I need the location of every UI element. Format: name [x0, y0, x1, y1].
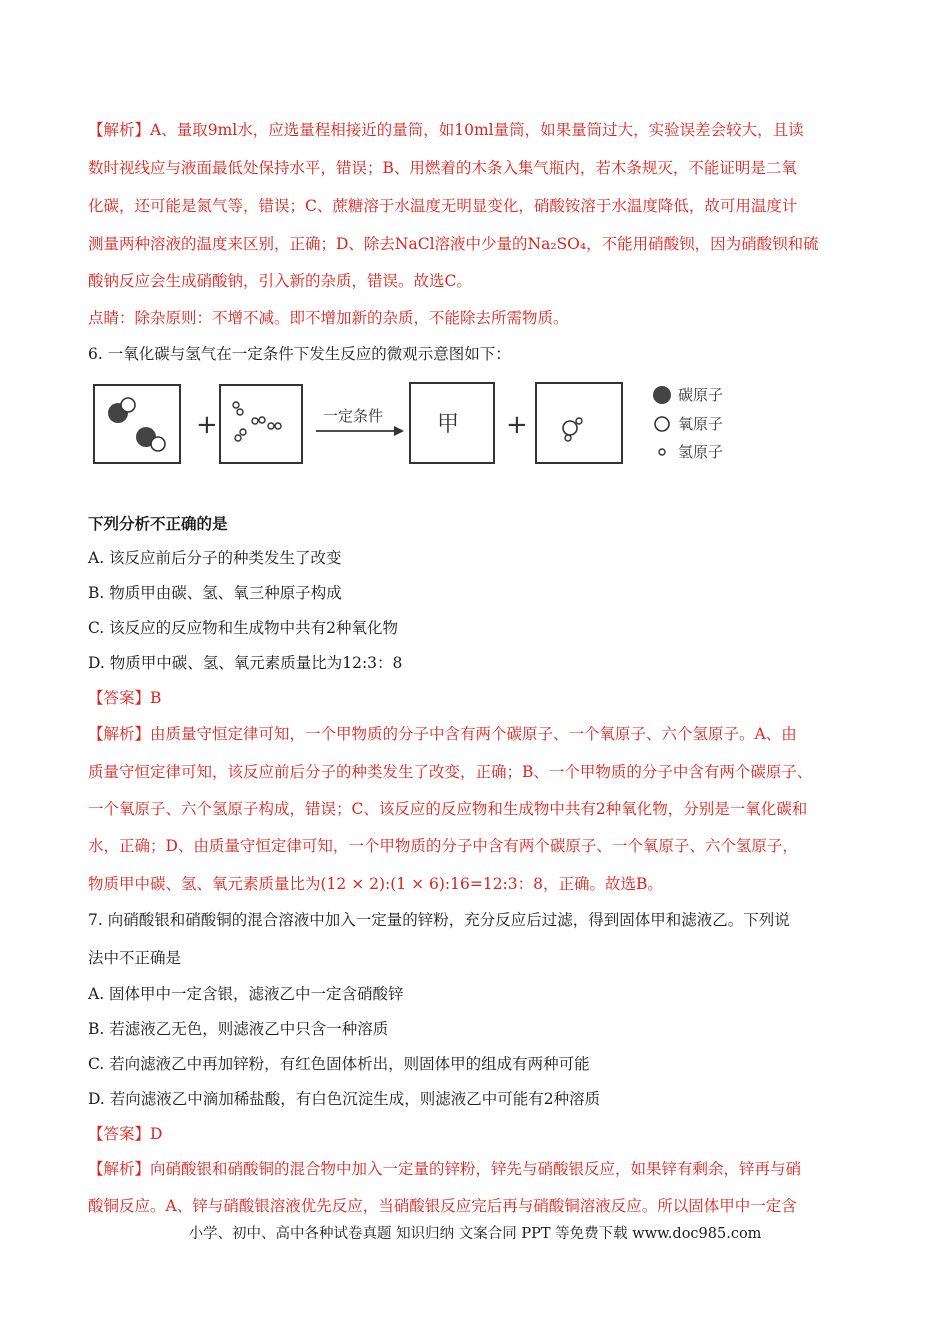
q7-option-d: D. 若向滤液乙中滴加稀盐酸，有白色沉淀生成，则滤液乙中可能有2种溶质: [88, 1090, 601, 1108]
svg-text:碳原子: 碳原子: [678, 386, 724, 404]
q5-explanation-line-1: 【解析】A、量取9ml水，应选量程相接近的量筒，如10ml量筒，如果量筒过大，实验误差会较大，且读: [88, 121, 804, 139]
product-label: 甲: [437, 412, 460, 437]
oxygen-atom: [121, 398, 135, 412]
q6-option-d: D. 物质甲中碳、氢、氧元素质量比为12:3：8: [88, 654, 403, 672]
q7-option-a: A. 固体甲中一定含银，滤液乙中一定含硝酸锌: [88, 985, 404, 1003]
q5-explanation-line-5: 酸钠反应会生成硝酸钠，引入新的杂质，错误。故选C。: [88, 272, 472, 290]
svg-text:+: +: [506, 410, 528, 440]
q6-option-a: A. 该反应前后分子的种类发生了改变: [88, 549, 342, 567]
q6-prompt: 下列分析不正确的是: [88, 514, 228, 533]
oxygen-atom: [563, 421, 577, 435]
q6-explanation-line-4: 水，正确；D、由质量守恒定律可知，一个甲物质的分子中含有两个碳原子、一个氧原子、六个氢原子，: [88, 837, 798, 855]
q7-stem-line-1: 7. 向硝酸银和硝酸铜的混合溶液中加入一定量的锌粉，充分反应后过滤，得到固体甲和滤液乙。下列说: [88, 911, 790, 929]
reaction-diagram: [90, 375, 750, 470]
reactant-h2-box: [220, 385, 302, 463]
q7-stem-line-2: 法中不正确是: [88, 949, 182, 967]
page-footer: 小学、初中、高中各种试卷真题 知识归纳 文案合同 PPT 等免费下载 www.doc985.com: [188, 1226, 762, 1242]
carbon-legend-icon: [653, 386, 671, 404]
svg-text:氧原子: 氧原子: [678, 415, 724, 433]
q5-explanation-line-2: 数时视线应与液面最低处保持水平，错误；B、用燃着的木条入集气瓶内，若木条规灭，不能证明是二氧: [88, 159, 797, 177]
q5-tip: 点睛：除杂原则：不增不减。即不增加新的杂质，不能除去所需物质。: [88, 309, 569, 327]
q6-stem: 6. 一氧化碳与氢气在一定条件下发生反应的微观示意图如下：: [88, 345, 511, 363]
q5-explanation-line-4: 测量两种溶液的温度来区别，正确；D、除去NaCl溶液中少量的Na₂SO₄，不能用硝酸钡，因为硝酸钡和硫: [88, 235, 819, 253]
svg-text:氢原子: 氢原子: [678, 443, 724, 461]
q6-explanation-line-1: 【解析】由质量守恒定律可知，一个甲物质的分子中含有两个碳原子、一个氧原子、六个氢原子。A、由: [88, 725, 797, 743]
q6-option-b: B. 物质甲由碳、氢、氧三种原子构成: [88, 584, 342, 602]
q6-explanation-line-3: 一个氧原子、六个氢原子构成，错误；C、该反应的反应物和生成物中共有2种氧化物，分别是一氧化碳和: [88, 800, 808, 818]
q7-explanation-line-1: 【解析】向硝酸银和硝酸铜的混合物中加入一定量的锌粉，锌先与硝酸银反应，如果锌有剩余，锌再与硝: [88, 1160, 802, 1178]
q7-explanation-line-2: 酸铜反应。A、锌与硝酸银溶液优先反应，当硝酸银反应完后再与硝酸铜溶液反应。所以固体甲中一定含: [88, 1197, 797, 1215]
q5-explanation-line-3: 化碳，还可能是氮气等，错误；C、蔗糖溶于水温度无明显变化，硝酸铵溶于水温度降低，故可用温度计: [88, 197, 798, 215]
condition-label: 一定条件: [323, 407, 384, 425]
q6-option-c: C. 该反应的反应物和生成物中共有2种氧化物: [88, 619, 399, 637]
q7-option-b: B. 若滤液乙无色，则滤液乙中只含一种溶质: [88, 1020, 389, 1038]
q6-explanation-line-2: 质量守恒定律可知，该反应前后分子的种类发生了改变，正确；B、一个甲物质的分子中含有两个碳原子、: [88, 763, 813, 781]
oxygen-atom: [151, 437, 165, 451]
q6-answer: 【答案】B: [88, 689, 162, 707]
reactant-co-box: [94, 385, 180, 463]
q7-answer: 【答案】D: [88, 1125, 163, 1143]
oxygen-legend-icon: [655, 417, 669, 431]
hydrogen-legend-icon: [659, 449, 665, 455]
q7-option-c: C. 若向滤液乙中再加锌粉，有红色固体析出，则固体甲的组成有两种可能: [88, 1055, 590, 1073]
q6-explanation-line-5: 物质甲中碳、氢、氧元素质量比为(12 × 2):(1 × 6):16=12:3：8，正确。故选B。: [88, 875, 663, 893]
explanation-tag: 【解析】: [88, 121, 151, 139]
plus-sign: +: [196, 410, 218, 440]
